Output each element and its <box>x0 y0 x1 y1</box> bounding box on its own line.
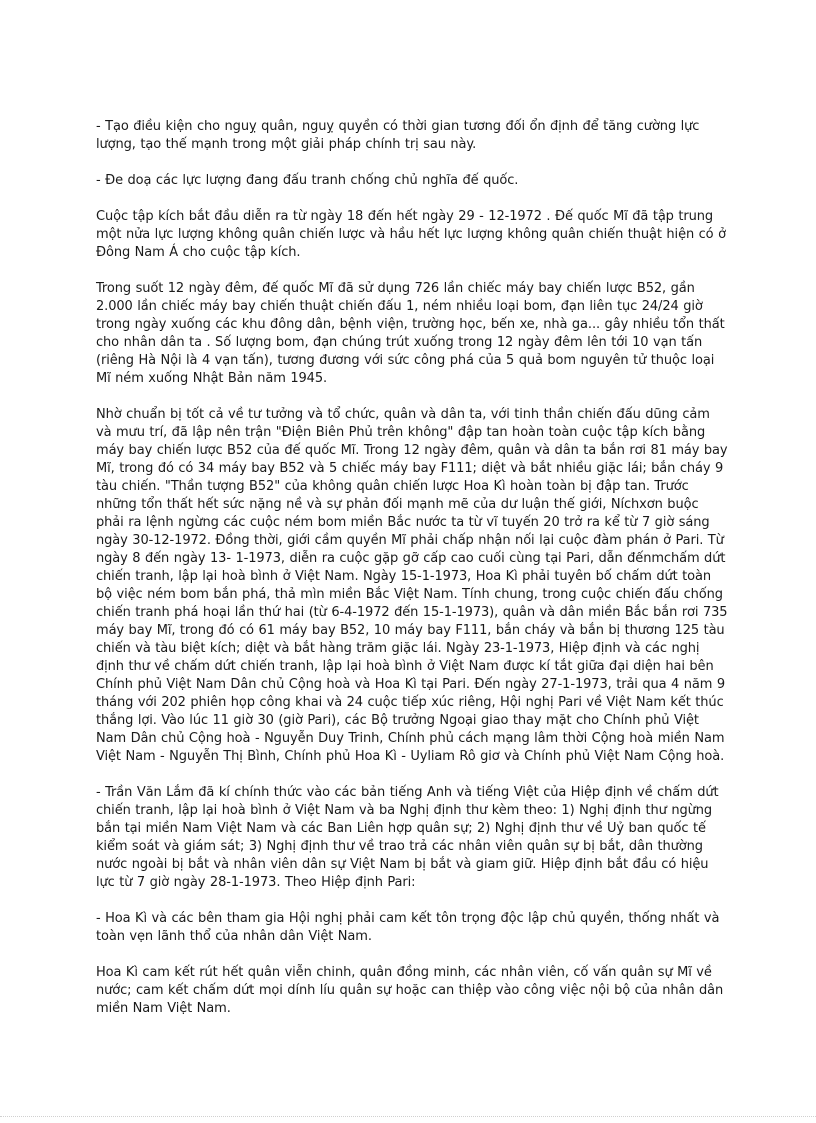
paragraph: Cuộc tập kích bắt đầu diễn ra từ ngày 18 đến hết ngày 29 - 12-1972 . Đế quốc Mĩ đã tập trung một nửa lực lượng không quân chiến lược và hầu hết lực lượng không quân chiến thuật hiện có ở Đông Nam Á cho cuộc tập kích. <box>96 209 726 260</box>
paragraph: Trong suốt 12 ngày đêm, đế quốc Mĩ đã sử dụng 726 lần chiếc máy bay chiến lược B52, gần 2.000 lần chiếc máy bay chiến thuật chiến đấu 1, ném nhiều loại bom, đạn liên tục 24/24 giờ trong ngày xuống các khu đông dân, bệnh viện, trường học, bến xe, nhà ga... gây nhiều tổn thất cho nhân dân ta . Số lượng bom, đạn chúng trút xuống trong 12 ngày đêm lên tới 10 vạn tấn (riêng Hà Nội là 4 vạn tấn), tương đương với sức công phá của 5 quả bom nguyên tử thuộc loại Mĩ ném xuống Nhật Bản năm 1945. <box>96 281 725 386</box>
paragraph: - Đe doạ các lực lượng đang đấu tranh chống chủ nghĩa đế quốc. <box>96 173 519 188</box>
paragraph: - Hoa Kì và các bên tham gia Hội nghị phải cam kết tôn trọng độc lập chủ quyền, thống nhất và toàn vẹn lãnh thổ của nhân dân Việt Nam. <box>96 911 720 944</box>
paragraph: Hoa Kì cam kết rút hết quân viễn chinh, quân đồng minh, các nhân viên, cố vấn quân sự Mĩ về nước; cam kết chấm dứt mọi dính líu quân sự hoặc can thiệp vào công việc nội bộ của nhân dân miền Nam Việt Nam. <box>96 965 724 1016</box>
paragraph: Nhờ chuẩn bị tốt cả về tư tưởng và tổ chức, quân và dân ta, với tinh thần chiến đấu dũng cảm và mưu trí, đã lập nên trận "Điện Biên Phủ trên không" đập tan hoàn toàn cuộc tập kích bằng máy bay chiến lược B52 của đế quốc Mĩ. Trong 12 ngày đêm, quân và dân ta bắn rơi 81 máy bay Mĩ, trong đó có 34 máy bay B52 và 5 chiếc máy bay F111; diệt và bắt nhiều giặc lái; bắn cháy 9 tàu chiến. "Thần tượng B52" của không quân chiến lược Hoa Kì hoàn toàn bị đập tan. Trước những tổn thất hết sức nặng nề và sự phản đối mạnh mẽ của dư luận thế giới, Níchxơn buộc phải ra lệnh ngừng các cuộc ném bom miền Bắc nước ta từ vĩ tuyến 20 trở ra kể từ 7 giờ sáng ngày 30-12-1972. Đồng thời, giới cầm quyền Mĩ phải chấp nhận nối lại cuộc đàm phán ở Pari. Từ ngày 8 đến ngày 13- 1-1973, diễn ra cuộc gặp gỡ cấp cao cuối cùng tại Pari, dẫn đếnmchấm dứt chiến tranh, lập lại hoà bình ở Việt Nam. Ngày 15-1-1973, Hoa Kì phải tuyên bố chấm dứt toàn bộ việc ném bom bắn phá, thả mìn miền Bắc Việt Nam. Tính chung, trong cuộc chiến đấu chống chiến tranh phá hoại lần thứ hai (từ 6-4-1972 đến 15-1-1973), quân và dân miền Bắc bắn rơi 735 máy bay Mĩ, trong đó có 61 máy bay B52, 10 máy bay F111, bắn cháy và bắn bị thương 125 tàu chiến và tàu biệt kích; diệt và bắt hàng trăm giặc lái. Ngày 23-1-1973, Hiệp định và các nghị định thư về chấm dứt chiến tranh, lập lại hoà bình ở Việt Nam được kí tắt giữa đại diện hai bên Chính phủ Việt Nam Dân chủ Cộng hoà và Hoa Kì tại Pari. Đến ngày 27-1-1973, trải qua 4 năm 9 tháng với 202 phiên họp công khai và 24 cuộc tiếp xúc riêng, Hội nghị Pari về Việt Nam kết thúc thắng lợi. Vào lúc 11 giờ 30 (giờ Pari), các Bộ trưởng Ngoại giao thay mặt cho Chính phủ Việt Nam Dân chủ Cộng hoà - Nguyễn Duy Trinh, Chính phủ cách mạng lâm thời Cộng hoà miền Nam Việt Nam - Nguyễn Thị Bình, Chính phủ Hoa Kì - Uyliam Rô giơ và Chính phủ Việt Nam Cộng hoà. <box>96 407 728 764</box>
paragraph: - Trần Văn Lắm đã kí chính thức vào các bản tiếng Anh và tiếng Việt của Hiệp định về chấm dứt chiến tranh, lập lại hoà bình ở Việt Nam và ba Nghị định thư kèm theo: 1) Nghị định thư ngừng bắn tại miền Nam Việt Nam và các Ban Liên hợp quân sự; 2) Nghị định thư về Uỷ ban quốc tế kiểm soát và giám sát; 3) Nghị định thư về trao trả các nhân viên quân sự bị bắt, dân thường nước ngoài bị bắt và nhân viên dân sự Việt Nam bị bắt và giam giữ. Hiệp định bắt đầu có hiệu lực từ 7 giờ ngày 28-1-1973. Theo Hiệp định Pari: <box>96 785 719 890</box>
document-body <box>96 118 728 1036</box>
page-bottom-divider <box>0 1116 816 1117</box>
paragraph: - Tạo điều kiện cho nguỵ quân, nguỵ quyền có thời gian tương đối ổn định để tăng cường lực lượng, tạo thế mạnh trong một giải pháp chính trị sau này. <box>96 119 700 152</box>
